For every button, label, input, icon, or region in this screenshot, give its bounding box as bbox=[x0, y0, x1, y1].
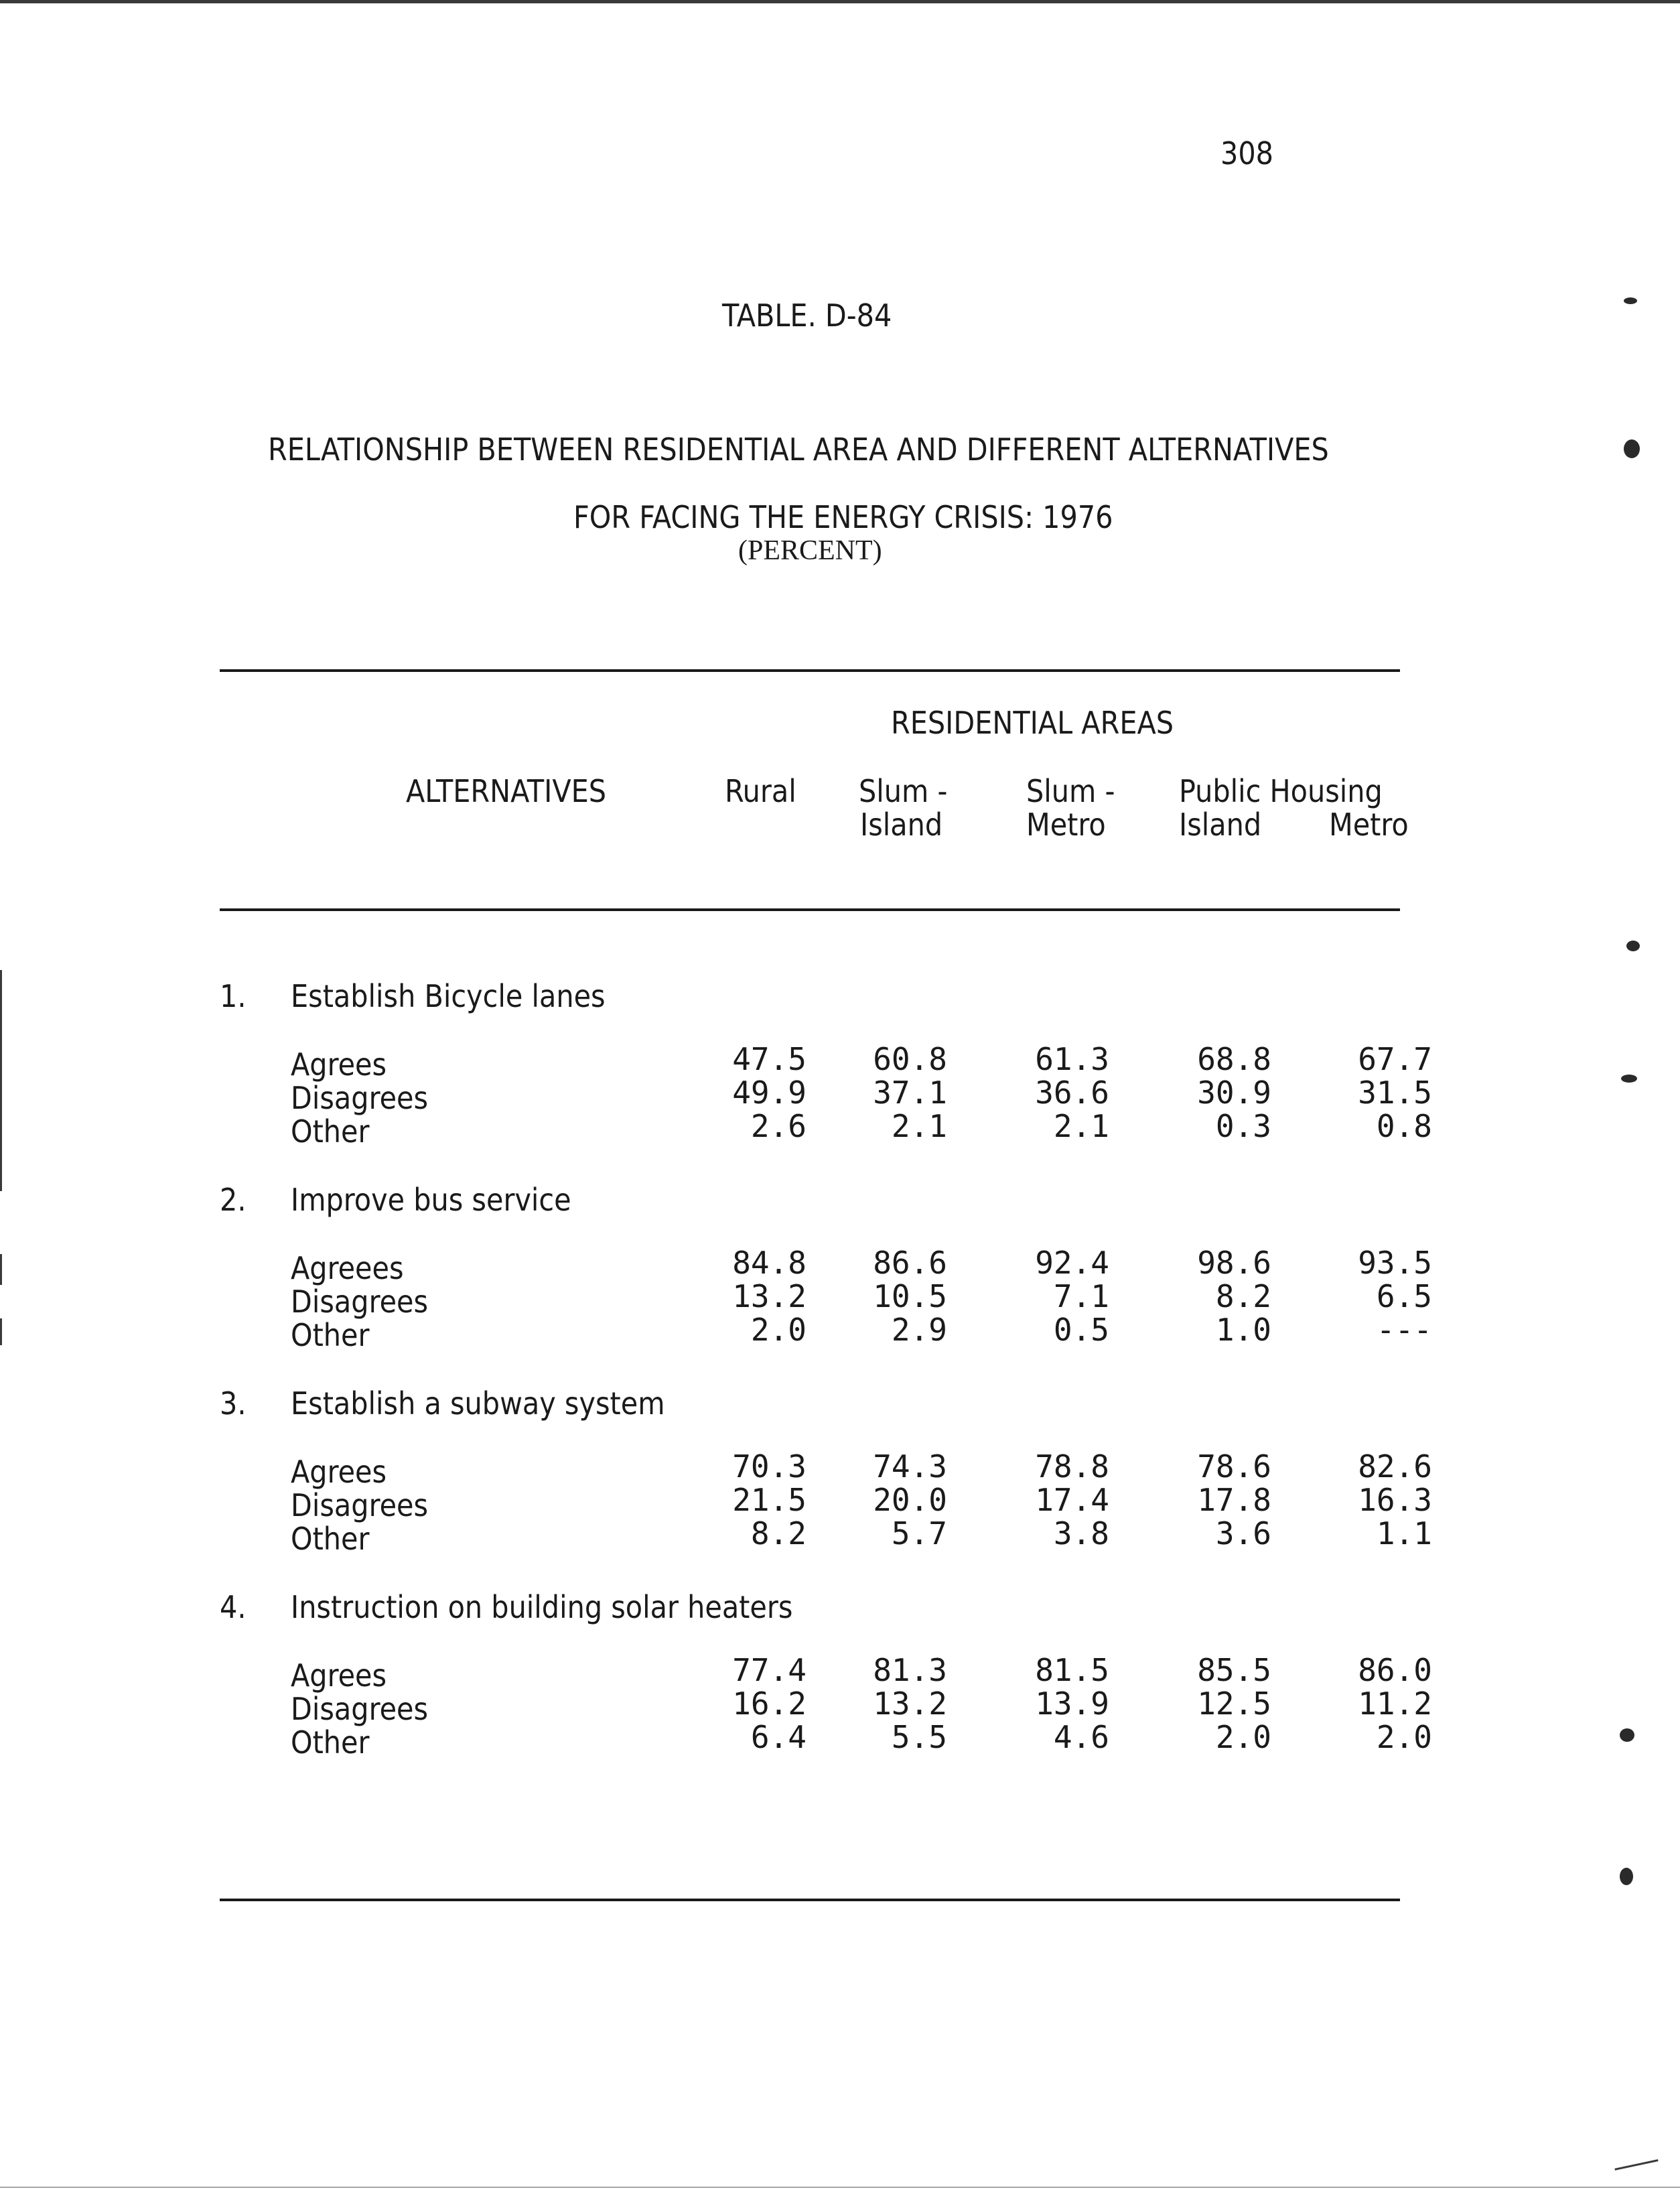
cell-slum-metro: 0.5 bbox=[1053, 1312, 1109, 1348]
row-label: Agrees bbox=[291, 1657, 387, 1694]
cell-slum-island: 5.7 bbox=[891, 1515, 947, 1552]
cell-public-island: 8.2 bbox=[1215, 1278, 1271, 1314]
cell-public-island: 12.5 bbox=[1197, 1686, 1271, 1722]
column-header-slum-metro-sub: Metro bbox=[1026, 807, 1106, 843]
section-title: Establish a subway system bbox=[291, 1385, 665, 1422]
scan-left-edge bbox=[0, 1318, 2, 1345]
column-header-slum-island: Slum - bbox=[859, 773, 948, 809]
row-label: Disagrees bbox=[291, 1487, 429, 1523]
cell-public-metro: 86.0 bbox=[1358, 1652, 1432, 1688]
cell-public-island: 17.8 bbox=[1197, 1482, 1271, 1518]
cell-public-metro: 1.1 bbox=[1376, 1515, 1432, 1552]
row-label: Disagrees bbox=[291, 1284, 429, 1320]
table-title-line2: FOR FACING THE ENERGY CRISIS: 1976 bbox=[573, 499, 1113, 535]
cell-rural: 2.0 bbox=[750, 1312, 807, 1348]
cell-slum-island: 60.8 bbox=[873, 1041, 947, 1077]
table-top-rule bbox=[220, 669, 1400, 672]
scan-speck bbox=[1624, 297, 1637, 304]
row-label: Other bbox=[291, 1317, 370, 1353]
column-header-slum-metro: Slum - bbox=[1026, 773, 1115, 809]
section-number: 3. bbox=[220, 1385, 247, 1422]
cell-rural: 49.9 bbox=[732, 1075, 807, 1111]
cell-rural: 70.3 bbox=[732, 1448, 807, 1485]
cell-slum-island: 10.5 bbox=[873, 1278, 947, 1314]
scan-right-mark bbox=[1614, 2159, 1658, 2171]
cell-slum-island: 74.3 bbox=[873, 1448, 947, 1485]
cell-public-island: 3.6 bbox=[1215, 1515, 1271, 1552]
cell-slum-metro: 61.3 bbox=[1035, 1041, 1109, 1077]
section-title: Establish Bicycle lanes bbox=[291, 978, 606, 1014]
cell-slum-island: 37.1 bbox=[873, 1075, 947, 1111]
cell-public-metro: 82.6 bbox=[1358, 1448, 1432, 1485]
cell-rural: 77.4 bbox=[732, 1652, 807, 1688]
cell-slum-metro: 78.8 bbox=[1035, 1448, 1109, 1485]
cell-slum-metro: 2.1 bbox=[1053, 1108, 1109, 1144]
table-title-unit: (PERCENT) bbox=[738, 535, 882, 566]
table-label: TABLE. D-84 bbox=[722, 297, 892, 334]
cell-slum-metro: 7.1 bbox=[1053, 1278, 1109, 1314]
section-title: Improve bus service bbox=[291, 1182, 571, 1218]
section-number: 4. bbox=[220, 1589, 247, 1625]
row-label: Disagrees bbox=[291, 1080, 429, 1116]
column-header-slum-island-sub: Island bbox=[860, 807, 943, 843]
page-number: 308 bbox=[1220, 135, 1273, 171]
row-label: Agrees bbox=[291, 1454, 387, 1490]
section-title: Instruction on building solar heaters bbox=[291, 1589, 793, 1625]
cell-public-metro: 16.3 bbox=[1358, 1482, 1432, 1518]
scan-speck bbox=[1621, 1075, 1637, 1083]
cell-slum-island: 2.9 bbox=[891, 1312, 947, 1348]
cell-slum-metro: 3.8 bbox=[1053, 1515, 1109, 1552]
cell-slum-metro: 13.9 bbox=[1035, 1686, 1109, 1722]
cell-slum-island: 81.3 bbox=[873, 1652, 947, 1688]
cell-public-island: 1.0 bbox=[1215, 1312, 1271, 1348]
table-title-line1: RELATIONSHIP BETWEEN RESIDENTIAL AREA AND DIFFERENT ALTERNATIVES bbox=[268, 431, 1329, 468]
scan-speck bbox=[1620, 1868, 1633, 1885]
row-label: Other bbox=[291, 1724, 370, 1761]
cell-public-metro: 2.0 bbox=[1376, 1719, 1432, 1755]
cell-slum-metro: 36.6 bbox=[1035, 1075, 1109, 1111]
row-label: Agreees bbox=[291, 1250, 404, 1286]
cell-public-island: 68.8 bbox=[1197, 1041, 1271, 1077]
scan-top-edge bbox=[0, 0, 1680, 3]
scan-bottom-edge bbox=[0, 2187, 1680, 2188]
cell-slum-metro: 4.6 bbox=[1053, 1719, 1109, 1755]
cell-slum-metro: 17.4 bbox=[1035, 1482, 1109, 1518]
cell-rural: 47.5 bbox=[732, 1041, 807, 1077]
cell-public-metro: 93.5 bbox=[1358, 1245, 1432, 1281]
column-header-public-island: Island bbox=[1179, 807, 1262, 843]
cell-rural: 2.6 bbox=[750, 1108, 807, 1144]
cell-public-metro: 11.2 bbox=[1358, 1686, 1432, 1722]
cell-slum-island: 20.0 bbox=[873, 1482, 947, 1518]
row-label: Agrees bbox=[291, 1046, 387, 1083]
cell-slum-metro: 92.4 bbox=[1035, 1245, 1109, 1281]
section-number: 1. bbox=[220, 978, 247, 1014]
cell-slum-metro: 81.5 bbox=[1035, 1652, 1109, 1688]
scan-left-edge bbox=[0, 1254, 2, 1285]
cell-public-island: 78.6 bbox=[1197, 1448, 1271, 1485]
table-bottom-rule bbox=[220, 1899, 1400, 1901]
header-bottom-rule bbox=[220, 908, 1400, 911]
cell-slum-island: 2.1 bbox=[891, 1108, 947, 1144]
cell-public-island: 0.3 bbox=[1215, 1108, 1271, 1144]
cell-rural: 84.8 bbox=[732, 1245, 807, 1281]
scan-left-edge bbox=[0, 970, 2, 1191]
cell-public-island: 30.9 bbox=[1197, 1075, 1271, 1111]
cell-public-metro: --- bbox=[1376, 1312, 1432, 1348]
column-header-public-housing: Public Housing bbox=[1179, 773, 1383, 809]
cell-public-metro: 31.5 bbox=[1358, 1075, 1432, 1111]
scan-speck bbox=[1624, 439, 1640, 458]
alternatives-header: ALTERNATIVES bbox=[406, 773, 607, 809]
section-number: 2. bbox=[220, 1182, 247, 1218]
column-header-public-metro: Metro bbox=[1329, 807, 1409, 843]
cell-public-island: 85.5 bbox=[1197, 1652, 1271, 1688]
cell-rural: 13.2 bbox=[732, 1278, 807, 1314]
row-label: Disagrees bbox=[291, 1691, 429, 1727]
row-label: Other bbox=[291, 1113, 370, 1150]
cell-public-metro: 6.5 bbox=[1376, 1278, 1432, 1314]
cell-rural: 8.2 bbox=[750, 1515, 807, 1552]
cell-slum-island: 86.6 bbox=[873, 1245, 947, 1281]
cell-public-island: 2.0 bbox=[1215, 1719, 1271, 1755]
cell-rural: 16.2 bbox=[732, 1686, 807, 1722]
scan-speck bbox=[1626, 941, 1640, 951]
cell-slum-island: 5.5 bbox=[891, 1719, 947, 1755]
column-header-rural: Rural bbox=[725, 773, 796, 809]
cell-slum-island: 13.2 bbox=[873, 1686, 947, 1722]
cell-public-metro: 67.7 bbox=[1358, 1041, 1432, 1077]
scan-speck bbox=[1620, 1728, 1634, 1742]
residential-areas-header: RESIDENTIAL AREAS bbox=[891, 705, 1174, 741]
cell-rural: 21.5 bbox=[732, 1482, 807, 1518]
row-label: Other bbox=[291, 1521, 370, 1557]
cell-rural: 6.4 bbox=[750, 1719, 807, 1755]
cell-public-metro: 0.8 bbox=[1376, 1108, 1432, 1144]
cell-public-island: 98.6 bbox=[1197, 1245, 1271, 1281]
